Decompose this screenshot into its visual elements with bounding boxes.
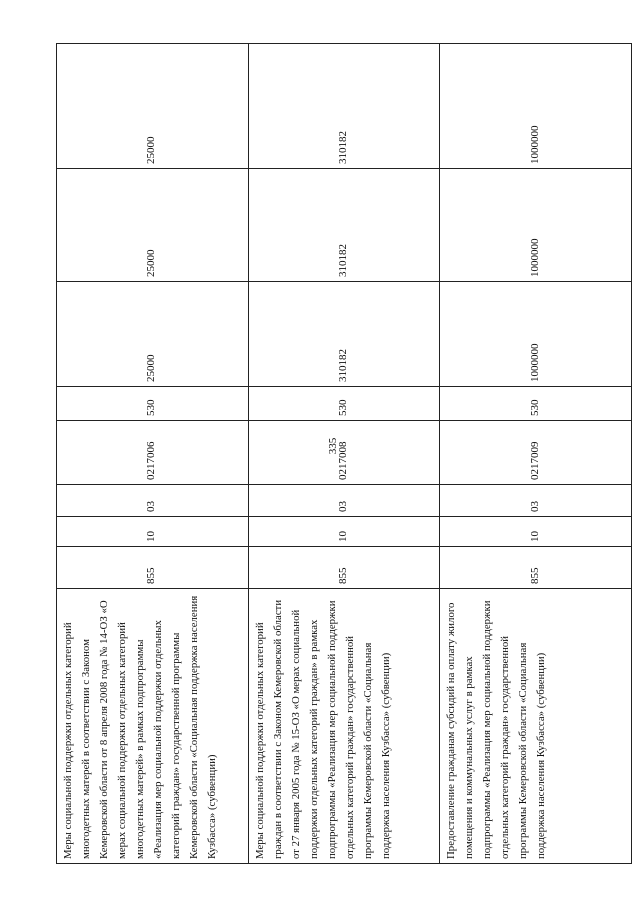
amount-year-1: 310182 — [248, 282, 440, 387]
section-code: 10 — [57, 517, 249, 547]
table-row — [248, 44, 440, 864]
section-code: 10 — [440, 517, 632, 547]
amount-year-3: 25000 — [57, 44, 249, 169]
amount-year-2: 25000 — [57, 169, 249, 282]
amount-year-3: 1000000 — [440, 44, 632, 169]
ministry-code: 855 — [57, 547, 249, 589]
target-article-code: 0217006 — [57, 421, 249, 485]
amount-year-1: 1000000 — [440, 282, 632, 387]
subsection-code: 03 — [57, 485, 249, 517]
row-description: Меры социальной поддержки отдельных категорий многодетных матерей в соответствии с Законом Кемеровской области от 8 апреля 2008 года № 14-ОЗ «О мерах социальной поддержки отдельных категорий многодетных матерей» в рамках подпрограммы «Реализация мер социальной поддержки отдельных категорий граждан» государственной программы Кемеровской области «Социальная поддержка населения Кузбасса» (субвенции) — [57, 589, 249, 864]
ministry-code: 855 — [248, 547, 440, 589]
budget-table — [56, 43, 632, 864]
amount-year-3: 310182 — [248, 44, 440, 169]
expense-type-code: 530 — [248, 387, 440, 421]
subsection-code: 03 — [248, 485, 440, 517]
target-article-code: 0217008 — [248, 421, 440, 485]
ministry-code: 855 — [440, 547, 632, 589]
page-number: 335 — [327, 437, 339, 455]
target-article-code: 0217009 — [440, 421, 632, 485]
amount-year-1: 25000 — [57, 282, 249, 387]
section-code: 10 — [248, 517, 440, 547]
table-row — [440, 44, 632, 864]
row-description: Предоставление гражданам субсидий на оплату жилого помещения и коммунальных услуг в рамках подпрограммы «Реализация мер социальной поддержки отдельных категорий граждан» государственной программы Кемеровской области «Социальная поддержка населения Кузбасса» (субвенции) — [440, 589, 632, 864]
rotated-table-container — [56, 44, 632, 864]
amount-year-2: 310182 — [248, 169, 440, 282]
row-description: Меры социальной поддержки отдельных категорий граждан в соответствии с Законом Кемеровской области от 27 января 2005 года № 15-ОЗ «О мерах социальной поддержки отдельных категорий граждан» в рамках подпрограммы «Реализация мер социальной поддержки отдельных категорий граждан» государственной программы Кемеровской области «Социальная поддержка населения Кузбасса» (субвенции) — [248, 589, 440, 864]
expense-type-code: 530 — [57, 387, 249, 421]
expense-type-code: 530 — [440, 387, 632, 421]
subsection-code: 03 — [440, 485, 632, 517]
amount-year-2: 1000000 — [440, 169, 632, 282]
table-row — [57, 44, 249, 864]
